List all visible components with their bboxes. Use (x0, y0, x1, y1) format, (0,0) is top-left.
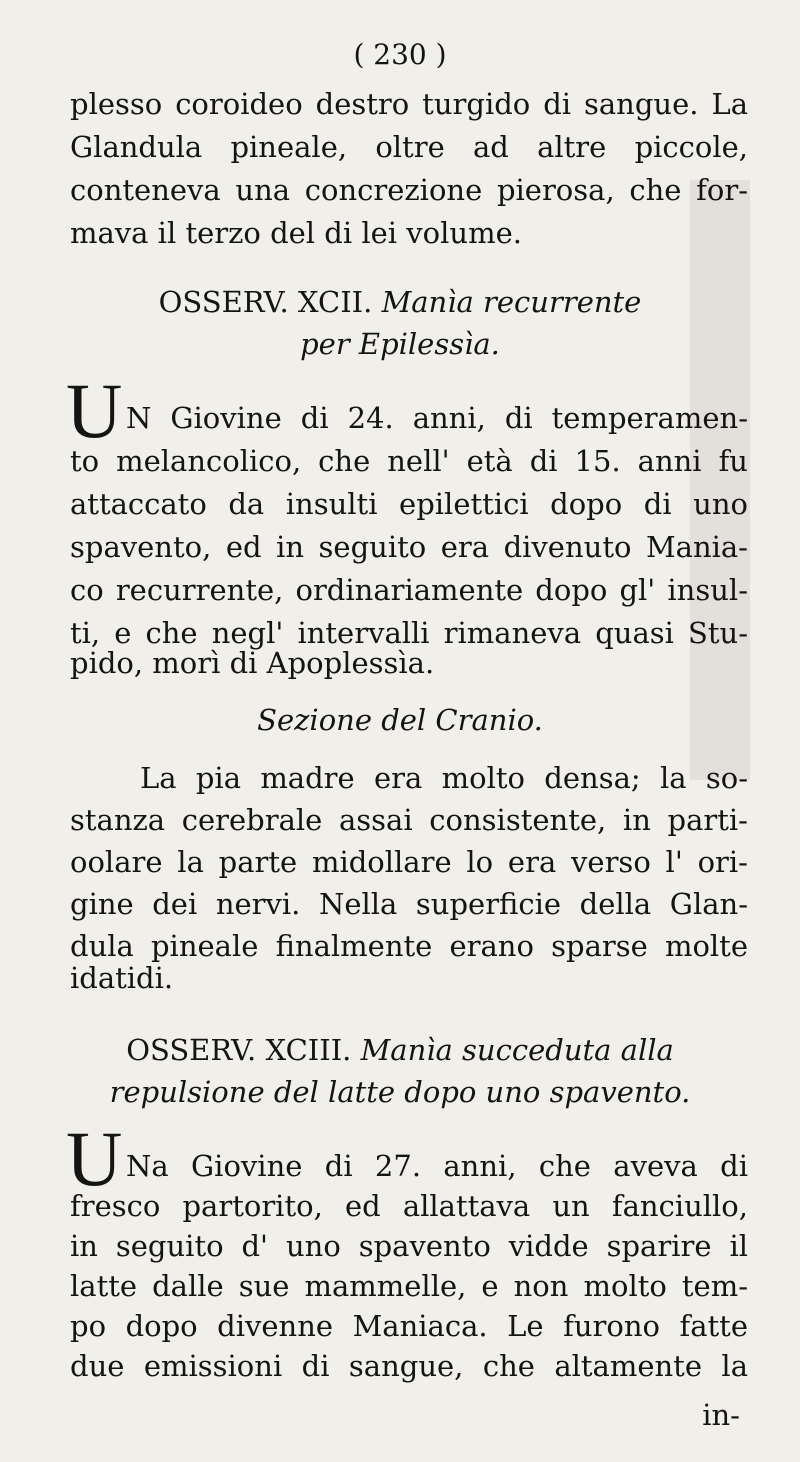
observation-number: OSSERV. XCII. (158, 285, 373, 319)
text-line: due emissioni di sangue, che altamente la (70, 1349, 748, 1383)
text-line: mava il terzo del di lei volume. (70, 216, 522, 250)
text-line: stanza cerebrale assai consistente, in parti- (70, 803, 748, 837)
text-line: oolare la parte midollare lo era verso l' ori- (70, 845, 748, 879)
drop-cap: U (66, 367, 123, 454)
bleed-through-shadow (690, 180, 750, 780)
text-line: gine dei nervi. Nella superficie della Glan- (70, 887, 748, 921)
text-line: La pia madre era molto densa; la so- (140, 761, 748, 795)
observation-heading (120, 284, 680, 320)
section-title: Sezione del Cranio. (257, 703, 543, 737)
text-line: ti, e che negl' intervalli rimaneva quasi Stu- (70, 616, 748, 650)
text-line: Glandula pineale, oltre ad altre piccole, (70, 130, 748, 164)
observation-heading (100, 1032, 700, 1068)
text-line: in seguito d' uno spavento vidde sparire il (70, 1229, 748, 1263)
text-line: plesso coroideo destro turgido di sangue. La (70, 87, 748, 121)
text-line: spavento, ed in seguito era divenuto Mania- (70, 530, 748, 564)
text-line: dula pineale finalmente erano sparse molte (70, 929, 748, 963)
observation-title-line2: repulsione del latte dopo uno spavento. (109, 1075, 691, 1109)
text-line: to melancolico, che nell' età di 15. anni fu (70, 444, 748, 478)
observation-title: Manìa recurrente (381, 285, 642, 319)
observation-title-line2: per Epilessìa. (300, 327, 500, 361)
text-line: N Giovine di 24. anni, di temperamen- (126, 401, 748, 435)
text-line: po dopo divenne Maniaca. Le furono fatte (70, 1309, 748, 1343)
text-line: fresco partorito, ed allattava un fanciullo, (70, 1189, 748, 1223)
text-line: attaccato da insulti epilettici dopo di uno (70, 487, 748, 521)
page-number: ( 230 ) (353, 38, 447, 71)
catchword: in- (702, 1398, 740, 1432)
observation-title: Manìa succeduta alla (360, 1033, 674, 1067)
drop-cap: U (66, 1115, 123, 1202)
text-line: pido, morì di Apoplessìa. (70, 646, 435, 680)
observation-number: OSSERV. XCIII. (126, 1033, 352, 1067)
text-line: Na Giovine di 27. anni, che aveva di (126, 1149, 748, 1183)
text-line: idatidi. (70, 961, 174, 995)
text-line: conteneva una concrezione pierosa, che for- (70, 173, 748, 207)
text-line: co recurrente, ordinariamente dopo gl' insul- (70, 573, 748, 607)
text-line: latte dalle sue mammelle, e non molto tem- (70, 1269, 748, 1303)
